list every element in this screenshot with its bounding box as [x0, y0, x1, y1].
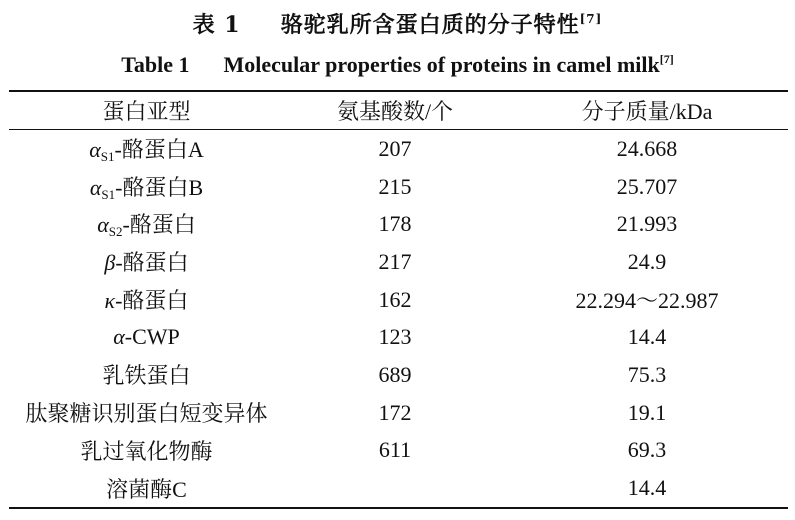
cell-molecular-mass: 14.4: [627, 324, 667, 350]
greek-prefix: α: [89, 174, 102, 200]
reference-marker: [7]: [659, 52, 674, 66]
table-label-zh: 表 1: [192, 12, 241, 38]
greek-prefix: α: [97, 212, 109, 238]
table-row: [9, 432, 788, 470]
protein-name: -酪蛋白: [115, 250, 189, 276]
subscript: S1: [101, 186, 116, 202]
subscript: S2: [108, 224, 123, 240]
table-row: [9, 469, 788, 507]
protein-name: -酪蛋白: [115, 288, 189, 314]
cell-molecular-mass: 24.9: [627, 248, 667, 274]
greek-prefix: κ: [104, 288, 116, 314]
greek-prefix: β: [104, 250, 116, 276]
table-row: [9, 281, 788, 319]
cell-amino-acid-count: 611: [378, 437, 412, 463]
table-row: [9, 168, 788, 206]
cell-amino-acid-count: 123: [378, 324, 412, 350]
cell-protein-subtype: [9, 359, 284, 390]
table-row: [9, 243, 788, 281]
cell-molecular-mass: 21.993: [616, 211, 678, 237]
cell-molecular-mass: 19.1: [627, 399, 667, 425]
header-protein-subtype: 蛋白亚型: [102, 99, 191, 124]
table-row: [9, 394, 788, 432]
table-row: [9, 130, 788, 168]
cell-protein-subtype: [9, 171, 284, 203]
protein-name: -酪蛋白: [122, 212, 196, 238]
protein-name: -CWP: [124, 324, 180, 350]
cell-protein-subtype: [9, 435, 284, 466]
reference-marker: [7]: [579, 12, 603, 26]
cell-molecular-mass: 14.4: [627, 475, 667, 501]
protein-name: -酪蛋白A: [114, 136, 204, 162]
protein-name: 乳铁蛋白: [102, 363, 191, 389]
cell-molecular-mass: 75.3: [627, 361, 667, 387]
cell-amino-acid-count: 178: [378, 211, 412, 237]
cell-protein-subtype: [9, 246, 284, 277]
protein-table: [9, 92, 788, 502]
cell-amino-acid-count: 172: [378, 399, 412, 425]
cell-protein-subtype: [9, 473, 284, 504]
greek-prefix: α: [89, 136, 101, 162]
cell-molecular-mass: 22.294～22.987: [575, 288, 719, 314]
table-title-en: Molecular properties of proteins in camel milk: [223, 52, 660, 77]
bottom-rule: [9, 507, 788, 509]
greek-prefix: α: [113, 324, 125, 350]
table-row: [9, 318, 788, 356]
table-title-zh: 骆驼乳所含蛋白质的分子特性: [280, 12, 580, 38]
cell-amino-acid-count: 689: [378, 361, 412, 387]
table-row: [9, 356, 788, 394]
cell-molecular-mass: 24.668: [616, 135, 678, 161]
protein-name: 肽聚糖识别蛋白短变异体: [25, 401, 268, 427]
table-caption-zh: [0, 8, 795, 39]
cell-protein-subtype: [9, 324, 284, 350]
header-molecular-mass: 分子质量/kDa: [581, 99, 713, 124]
table-row: [9, 205, 788, 243]
cell-amino-acid-count: 215: [378, 173, 412, 199]
table-caption-en: [0, 52, 795, 78]
header-amino-acid-count: 氨基酸数/个: [336, 99, 454, 124]
cell-protein-subtype: [9, 208, 284, 240]
table-header-row: [9, 92, 788, 129]
cell-molecular-mass: 25.707: [616, 173, 678, 199]
cell-molecular-mass: 69.3: [627, 437, 667, 463]
table-body: [9, 130, 788, 507]
cell-protein-subtype: [9, 133, 284, 165]
subscript: S1: [100, 148, 115, 164]
cell-amino-acid-count: 162: [378, 286, 412, 312]
protein-name: 溶菌酶C: [106, 476, 187, 502]
cell-protein-subtype: [9, 397, 284, 428]
protein-name: 乳过氧化物酶: [80, 438, 213, 464]
cell-amino-acid-count: 217: [378, 248, 412, 274]
cell-amino-acid-count: 207: [378, 135, 412, 161]
cell-protein-subtype: [9, 284, 284, 315]
table-label-en: Table 1: [121, 52, 190, 77]
protein-name: -酪蛋白B: [115, 174, 204, 200]
